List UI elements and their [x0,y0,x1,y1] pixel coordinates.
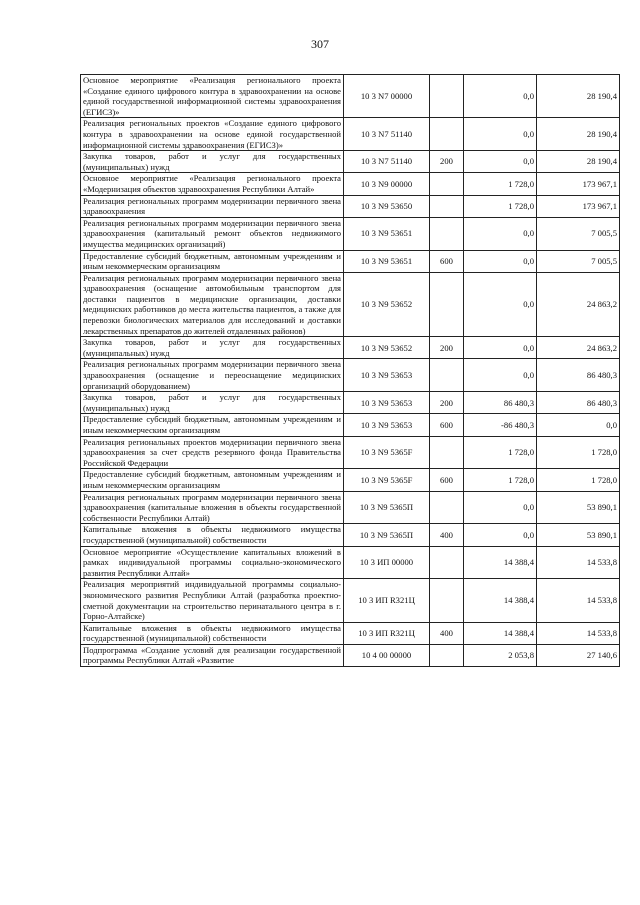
expense-type-cell [430,491,464,524]
change-amount-cell: -86 480,3 [464,414,537,436]
expense-type-cell [430,272,464,337]
item-name-cell: Капитальные вложения в объекты недвижимого имущества государственной (муниципальной) собственности [81,622,344,644]
change-amount-cell: 0,0 [464,250,537,272]
total-amount-cell: 53 890,1 [537,524,620,546]
target-code-cell: 10 3 N7 00000 [344,75,430,118]
budget-table-body [81,75,620,667]
table-row [81,75,620,118]
item-name-cell: Закупка товаров, работ и услуг для государственных (муниципальных) нужд [81,337,344,359]
item-name-cell: Подпрограмма «Создание условий для реализации государственной программы Республики Алтай «Развитие [81,644,344,666]
expense-type-cell: 200 [430,337,464,359]
change-amount-cell: 86 480,3 [464,392,537,414]
target-code-cell: 10 3 ИП 00000 [344,546,430,579]
item-name-cell: Реализация региональных программ модернизации первичного звена здравоохранения (капитальные вложения в объекты государственной собственности Республики Алтай) [81,491,344,524]
change-amount-cell: 0,0 [464,151,537,173]
target-code-cell: 10 3 N9 53653 [344,414,430,436]
item-name-cell: Предоставление субсидий бюджетным, автономным учреждениям и иным некоммерческим организациям [81,250,344,272]
table-row [81,217,620,250]
total-amount-cell: 7 005,5 [537,217,620,250]
item-name-cell: Реализация региональных программ модернизации первичного звена здравоохранения (оснащение автомобильным транспортом для доставки пациентов в медицинские организации, доставки медицинских работников до места жительства пациентов, а также для перевозки биологических материалов для исследований и доставки лекарственных препаратов до жителей отдаленных районов) [81,272,344,337]
item-name-cell: Предоставление субсидий бюджетным, автономным учреждениям и иным некоммерческим организациям [81,414,344,436]
item-name-cell: Предоставление субсидий бюджетным, автономным учреждениям и иным некоммерческим организациям [81,469,344,491]
item-name-cell: Основное мероприятие «Реализация регионального проекта «Создание единого цифрового контура в здравоохранении на основе единой государственной информационной системы здравоохранения (ЕГИСЗ)» [81,75,344,118]
item-name-cell: Реализация региональных проектов модернизации первичного звена здравоохранения за счет средств резервного фонда Правительства Российской Федерации [81,436,344,469]
change-amount-cell: 0,0 [464,337,537,359]
total-amount-cell: 24 863,2 [537,337,620,359]
item-name-cell: Капитальные вложения в объекты недвижимого имущества государственной (муниципальной) собственности [81,524,344,546]
target-code-cell: 10 3 N9 53652 [344,272,430,337]
target-code-cell: 10 3 N9 5365F [344,436,430,469]
target-code-cell: 10 3 N9 53651 [344,217,430,250]
target-code-cell: 10 3 N9 5365П [344,524,430,546]
total-amount-cell: 86 480,3 [537,359,620,392]
expense-type-cell [430,75,464,118]
expense-type-cell [430,173,464,195]
table-row [81,250,620,272]
change-amount-cell: 1 728,0 [464,469,537,491]
item-name-cell: Основное мероприятие «Осуществление капитальных вложений в рамках индивидуальной программы социально-экономического развития Республики Алтай» [81,546,344,579]
item-name-cell: Реализация региональных программ модернизации первичного звена здравоохранения (капитальный ремонт объектов недвижимого имущества медицинских организаций) [81,217,344,250]
target-code-cell: 10 3 N9 5365П [344,491,430,524]
expense-type-cell [430,436,464,469]
change-amount-cell: 1 728,0 [464,195,537,217]
table-row [81,337,620,359]
change-amount-cell: 0,0 [464,217,537,250]
expense-type-cell [430,195,464,217]
change-amount-cell: 0,0 [464,118,537,151]
table-row [81,414,620,436]
total-amount-cell: 14 533,8 [537,622,620,644]
expense-type-cell [430,644,464,666]
target-code-cell: 10 3 N9 5365F [344,469,430,491]
expense-type-cell [430,217,464,250]
change-amount-cell: 0,0 [464,524,537,546]
table-row [81,436,620,469]
table-row [81,469,620,491]
table-row [81,118,620,151]
target-code-cell: 10 3 N9 53653 [344,392,430,414]
total-amount-cell: 28 190,4 [537,118,620,151]
table-row [81,546,620,579]
total-amount-cell: 173 967,1 [537,195,620,217]
change-amount-cell: 1 728,0 [464,173,537,195]
item-name-cell: Закупка товаров, работ и услуг для государственных (муниципальных) нужд [81,392,344,414]
target-code-cell: 10 3 ИП R321Ц [344,622,430,644]
item-name-cell: Основное мероприятие «Реализация регионального проекта «Модернизация объектов здравоохранения Республики Алтай» [81,173,344,195]
expense-type-cell: 200 [430,392,464,414]
item-name-cell: Реализация региональных проектов «Создание единого цифрового контура в здравоохранении на основе единой государственной информационной системы здравоохранения (ЕГИСЗ)» [81,118,344,151]
table-row [81,195,620,217]
change-amount-cell: 14 388,4 [464,546,537,579]
expense-type-cell: 200 [430,151,464,173]
expense-type-cell [430,359,464,392]
table-row [81,151,620,173]
total-amount-cell: 1 728,0 [537,436,620,469]
change-amount-cell: 1 728,0 [464,436,537,469]
target-code-cell: 10 3 N9 53653 [344,359,430,392]
table-row [81,644,620,666]
table-row [81,524,620,546]
table-row [81,579,620,622]
budget-table [80,74,620,667]
expense-type-cell: 400 [430,524,464,546]
target-code-cell: 10 3 N9 53652 [344,337,430,359]
total-amount-cell: 28 190,4 [537,75,620,118]
target-code-cell: 10 3 N9 53651 [344,250,430,272]
total-amount-cell: 0,0 [537,414,620,436]
expense-type-cell: 600 [430,414,464,436]
item-name-cell: Реализация региональных программ модернизации первичного звена здравоохранения (оснащение и переоснащение медицинских организаций оборудованием) [81,359,344,392]
total-amount-cell: 14 533,8 [537,546,620,579]
target-code-cell: 10 3 N9 00000 [344,173,430,195]
total-amount-cell: 1 728,0 [537,469,620,491]
table-row [81,359,620,392]
item-name-cell: Реализация мероприятий индивидуальной программы социально-экономического развития Республики Алтай (разработка проектно-сметной документации на строительство перинатального центра в г. Горно-Алтайске) [81,579,344,622]
change-amount-cell: 0,0 [464,272,537,337]
total-amount-cell: 14 533,8 [537,579,620,622]
total-amount-cell: 173 967,1 [537,173,620,195]
expense-type-cell: 400 [430,622,464,644]
target-code-cell: 10 3 ИП R321Ц [344,579,430,622]
total-amount-cell: 86 480,3 [537,392,620,414]
table-row [81,392,620,414]
table-row [81,622,620,644]
page-number: 307 [311,37,329,51]
expense-type-cell [430,546,464,579]
expense-type-cell: 600 [430,469,464,491]
target-code-cell: 10 3 N7 51140 [344,151,430,173]
table-row [81,272,620,337]
target-code-cell: 10 3 N9 53650 [344,195,430,217]
change-amount-cell: 2 053,8 [464,644,537,666]
total-amount-cell: 7 005,5 [537,250,620,272]
item-name-cell: Реализация региональных программ модернизации первичного звена здравоохранения [81,195,344,217]
expense-type-cell [430,118,464,151]
expense-type-cell: 600 [430,250,464,272]
total-amount-cell: 24 863,2 [537,272,620,337]
total-amount-cell: 27 140,6 [537,644,620,666]
item-name-cell: Закупка товаров, работ и услуг для государственных (муниципальных) нужд [81,151,344,173]
change-amount-cell: 0,0 [464,491,537,524]
expense-type-cell [430,579,464,622]
target-code-cell: 10 3 N7 51140 [344,118,430,151]
total-amount-cell: 53 890,1 [537,491,620,524]
change-amount-cell: 0,0 [464,75,537,118]
change-amount-cell: 14 388,4 [464,622,537,644]
change-amount-cell: 0,0 [464,359,537,392]
target-code-cell: 10 4 00 00000 [344,644,430,666]
change-amount-cell: 14 388,4 [464,579,537,622]
table-row [81,491,620,524]
table-row [81,173,620,195]
total-amount-cell: 28 190,4 [537,151,620,173]
